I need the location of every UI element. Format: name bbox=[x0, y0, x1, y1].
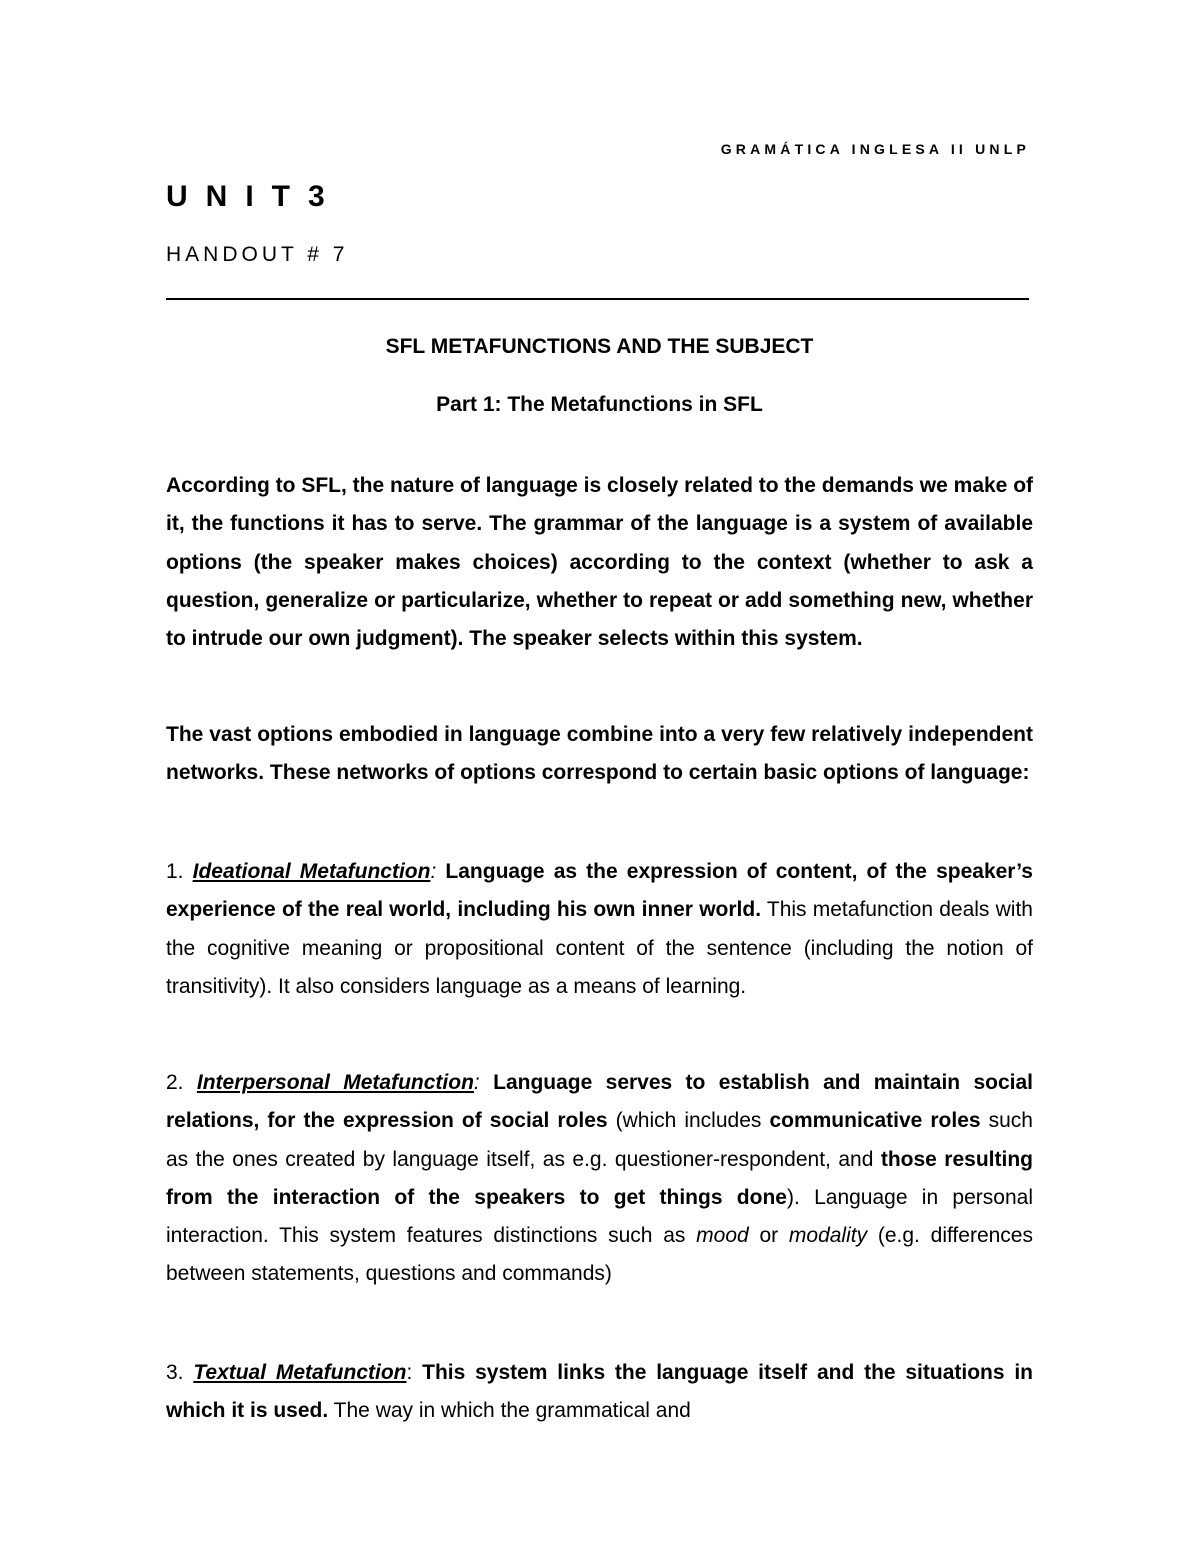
item-bold-text-3: those resulting from the interaction of the speakers to get things done bbox=[166, 1147, 1033, 1209]
item-number: 2. bbox=[166, 1071, 184, 1094]
item-text-1: (which includes bbox=[615, 1109, 762, 1133]
interpersonal-item bbox=[166, 1064, 1033, 1294]
item-text: This metafunction deals with the cognitive meaning or propositional content of the sentence (including the notion of transitivity). It also considers language as a means of learning. bbox=[166, 898, 1033, 998]
intro-paragraph-1: According to SFL, the nature of language is closely related to the demands we make of it, the functions it has to serve. The grammar of the language is a system of available options (the speaker makes choices) according to the context (whether to ask a question, generalize or particularize, whether to repeat or add something new, whether to intrude our own judgment). The speaker selects within this system. bbox=[166, 474, 1034, 651]
item-colon: : bbox=[473, 1071, 480, 1094]
ideational-item bbox=[166, 853, 1033, 1006]
item-number: 1. bbox=[166, 860, 184, 883]
item-heading-ideational: Ideational Metafunction bbox=[192, 860, 431, 883]
course-header: GRAMÁTICA INGLESA II UNLP bbox=[720, 141, 1030, 157]
header-divider bbox=[166, 298, 1029, 300]
handout-number: HANDOUT # 7 bbox=[166, 243, 349, 266]
item-text-5: (e.g. differences between statements, questions and commands) bbox=[166, 1224, 1033, 1286]
item-heading-interpersonal: Interpersonal Metafunction bbox=[196, 1071, 474, 1094]
item-bold-text: Language as the expression of content, of the speaker’s experience of the real world, including his own inner world. bbox=[166, 860, 1033, 922]
item-colon: : bbox=[406, 1361, 413, 1384]
textual-item bbox=[166, 1354, 1033, 1431]
item-text: The way in which the grammatical and bbox=[333, 1399, 691, 1423]
intro-paragraph-2: The vast options embodied in language combine into a very few relatively independent networks. These networks of options correspond to certain basic options of language: bbox=[166, 723, 1033, 785]
page-title: SFL METAFUNCTIONS AND THE SUBJECT bbox=[385, 335, 814, 358]
item-bold-text-2: communicative roles bbox=[769, 1109, 981, 1133]
item-text-3: ). Language in personal interaction. This system features distinctions such as bbox=[166, 1185, 1033, 1248]
item-italic-modality: modality bbox=[788, 1224, 868, 1248]
item-italic-mood: mood bbox=[696, 1224, 749, 1248]
item-text-2: such as the ones created by language itself, as e.g. questioner-respondent, and bbox=[166, 1109, 1033, 1171]
item-colon: : bbox=[430, 860, 437, 883]
item-bold-text-1: Language serves to establish and maintain social relations, for the expression of social roles bbox=[166, 1071, 1034, 1133]
unit-title: UNIT3 bbox=[166, 180, 343, 213]
section-title: Part 1: The Metafunctions in SFL bbox=[436, 393, 763, 416]
item-number: 3. bbox=[166, 1361, 184, 1384]
item-text-4: or bbox=[759, 1224, 779, 1248]
item-bold-text: This system links the language itself and the situations in which it is used. bbox=[166, 1361, 1033, 1423]
item-heading-textual: Textual Metafunction bbox=[193, 1361, 407, 1384]
